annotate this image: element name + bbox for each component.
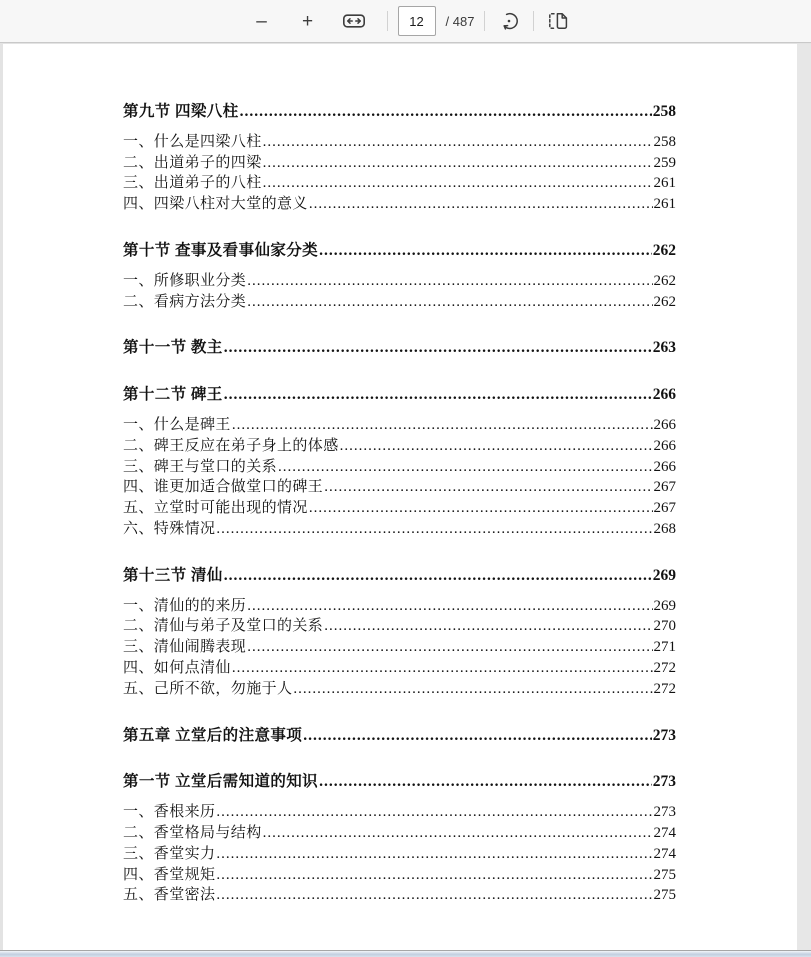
rotate-icon [498,10,520,32]
toc-dot-leader [340,436,653,457]
page-number-input[interactable] [398,6,436,36]
toc-page-number: 267 [653,500,676,517]
toc-text: 第一节 立堂后需知道的知识 [123,773,319,791]
toc-text: 四、四梁八柱对大堂的意义 [123,196,308,213]
toc-row-chapter [123,726,676,747]
toc-page-number: 273 [652,773,676,791]
toc-text: 五、香堂密法 [123,887,216,904]
toc-text: 五、己所不欲，勿施于人 [123,680,293,697]
toc-dot-leader [324,616,652,637]
toc-row-item [123,498,676,519]
toc-dot-leader [263,823,653,844]
toc-page-number: 273 [653,804,676,821]
toc-dot-leader [216,519,652,540]
zoom-out-icon: – [256,10,267,32]
toc-dot-leader [324,477,652,498]
toc-row-item [123,596,676,617]
vertical-scrollbar[interactable] [797,44,811,950]
toolbar-separator [387,11,388,31]
rotate-button[interactable] [495,7,523,35]
toc-text: 三、碑王与堂口的关系 [123,458,278,475]
toc-page-number: 271 [653,639,676,656]
toc-dot-leader [309,194,653,215]
toc-text: 一、什么是四梁八柱 [123,133,262,150]
toc-page-number: 266 [653,458,676,475]
toc-page-number: 258 [653,133,676,150]
toc-row-item [123,802,676,823]
toc-page-number: 272 [653,659,676,676]
toc-page-number: 275 [653,887,676,904]
toc-row-item [123,153,676,174]
toc-page-number: 261 [653,175,676,192]
toc-dot-leader [224,385,652,406]
toc-row-item [123,457,676,478]
toc-text: 二、碑王反应在弟子身上的体感 [123,437,339,454]
toc-row-section [123,241,676,262]
toolbar-separator [484,11,485,31]
toc-dot-leader [224,566,652,587]
toc-text: 第九节 四梁八柱 [123,103,239,120]
toc [123,102,676,906]
pdf-viewer-area [0,44,811,950]
toc-row-item [123,823,676,844]
toc-page-number: 269 [652,566,676,584]
zoom-in-button[interactable] [294,7,322,35]
toc-row-item [123,616,676,637]
pdf-toolbar [0,0,811,43]
toc-page-number: 272 [653,680,676,697]
zoom-out-button[interactable] [248,7,276,35]
toc-row-item [123,194,676,215]
toc-text: 第五章 立堂后的注意事项 [123,726,303,744]
toc-page-number: 267 [653,479,676,496]
toc-text: 二、看病方法分类 [123,293,247,310]
toc-dot-leader [319,241,652,262]
toc-row-item [123,271,676,292]
toc-page-number: 262 [653,293,676,310]
toc-page-number: 262 [653,272,676,289]
toc-page-number: 258 [652,103,676,120]
toc-dot-leader [216,885,652,906]
toc-dot-leader [247,292,652,313]
toc-dot-leader [224,338,652,359]
toc-text: 一、清仙的的来历 [123,597,247,614]
toc-dot-leader [247,596,652,617]
toc-page-number: 270 [653,618,676,635]
toc-page-number: 268 [653,520,676,537]
toc-page-number: 266 [653,416,676,433]
toc-text: 二、香堂格局与结构 [123,824,262,841]
toc-text: 一、所修职业分类 [123,272,247,289]
toc-dot-leader [309,498,653,519]
toc-page-number: 274 [653,824,676,841]
toc-text: 六、特殊情况 [123,520,216,537]
toc-row-item [123,292,676,313]
toc-dot-leader [319,772,652,793]
toc-row-section [123,102,676,123]
toc-text: 二、清仙与弟子及堂口的关系 [123,618,324,635]
toc-dot-leader [232,415,653,436]
toc-dot-leader [263,153,653,174]
toc-dot-leader [293,679,652,700]
toc-dot-leader [232,658,653,679]
toc-row-item [123,519,676,540]
toc-page-number: 259 [653,154,676,171]
toc-row-item [123,173,676,194]
toc-page-number: 263 [652,339,676,357]
toc-text: 三、清仙闹腾表现 [123,639,247,656]
toc-text: 一、香根来历 [123,804,216,821]
toc-row-item [123,865,676,886]
toc-row-section [123,385,676,406]
page-count-label: / 487 [445,13,475,29]
toc-dot-leader [263,173,653,194]
toc-row-section [123,772,676,793]
toc-row-item [123,637,676,658]
page-view-button[interactable] [544,7,572,35]
toc-dot-leader [303,726,652,747]
toc-row-section [123,338,676,359]
toc-text: 第十二节 碑王 [123,386,223,404]
toc-page-number: 269 [653,597,676,614]
toc-row-item [123,658,676,679]
toc-text: 一、什么是碑王 [123,416,231,433]
toc-text: 第十三节 清仙 [123,566,223,584]
toc-row-item [123,436,676,457]
toc-page-number: 261 [653,196,676,213]
toc-text: 第十节 查事及看事仙家分类 [123,241,319,259]
toc-page-number: 273 [652,726,676,744]
toc-row-section [123,566,676,587]
toc-page-number: 266 [653,437,676,454]
toc-row-item [123,477,676,498]
toc-dot-leader [263,132,653,153]
toc-dot-leader [247,271,652,292]
toolbar-separator [533,11,534,31]
horizontal-scrollbar[interactable] [0,950,811,957]
toc-row-item [123,885,676,906]
toc-page-number: 274 [653,845,676,862]
toc-text: 四、谁更加适合做堂口的碑王 [123,479,324,496]
toc-text: 三、出道弟子的八柱 [123,175,262,192]
toc-page-number: 275 [653,866,676,883]
toc-dot-leader [278,457,652,478]
toc-text: 四、如何点清仙 [123,659,231,676]
toc-text: 四、香堂规矩 [123,866,216,883]
toc-row-item [123,844,676,865]
toc-page-number: 262 [652,241,676,259]
toc-page-number: 266 [652,386,676,404]
toc-dot-leader [240,102,652,123]
fit-to-width-icon [342,12,366,30]
toc-dot-leader [216,802,652,823]
toc-dot-leader [247,637,652,658]
toc-text: 三、香堂实力 [123,845,216,862]
toc-row-item [123,415,676,436]
toc-text: 二、出道弟子的四梁 [123,154,262,171]
toc-row-item [123,132,676,153]
zoom-in-icon: + [301,10,314,32]
toc-text: 五、立堂时可能出现的情况 [123,500,308,517]
toc-dot-leader [216,844,652,865]
toc-dot-leader [216,865,652,886]
pdf-page [3,44,797,950]
page-view-icon [546,11,570,31]
toc-row-item [123,679,676,700]
fit-to-width-button[interactable] [340,7,368,35]
toc-text: 第十一节 教主 [123,339,223,357]
